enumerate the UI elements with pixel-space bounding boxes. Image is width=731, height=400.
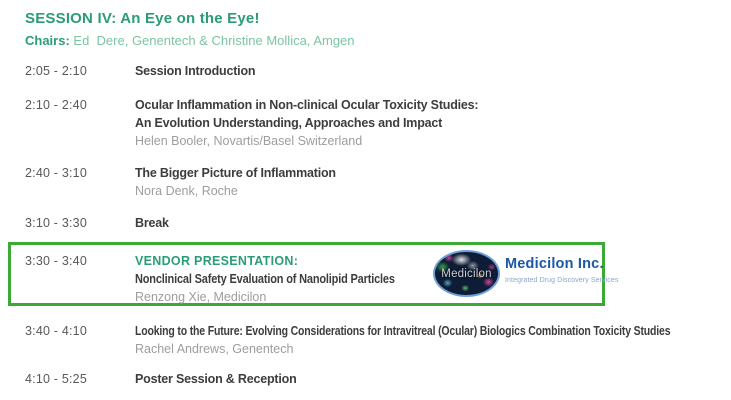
- session-title: SESSION IV: An Eye on the Eye!: [25, 10, 260, 27]
- talk-subtitle: An Evolution Understanding, Approaches and Impact: [135, 116, 443, 130]
- time-slot: 3:10 - 3:30: [25, 216, 87, 230]
- speaker-name: Renzong Xie, Medicilon: [135, 290, 267, 304]
- chairs-line: [25, 33, 355, 48]
- medicilon-logo-text: Medicilon: [441, 267, 492, 280]
- talk-content: [135, 164, 336, 200]
- talk-content: [135, 62, 255, 80]
- medicilon-logo: [433, 250, 500, 297]
- time-slot: 4:10 - 5:25: [25, 372, 87, 386]
- chairs-names: Ed Dere, Genentech & Christine Mollica, Amgen: [73, 33, 355, 48]
- talk-content: [135, 214, 169, 232]
- talk-title: Ocular Inflammation in Non-clinical Ocular Toxicity Studies:: [135, 98, 479, 112]
- speaker-name: Nora Denk, Roche: [135, 184, 238, 198]
- talk-content: [135, 322, 731, 358]
- vendor-company-tagline: Integrated Drug Discovery Services: [505, 277, 619, 284]
- talk-content: [135, 370, 297, 388]
- time-slot: 2:40 - 3:10: [25, 166, 87, 180]
- time-slot: 3:30 - 3:40: [25, 254, 87, 268]
- talk-title: Session Introduction: [135, 64, 256, 78]
- chairs-label: Chairs:: [25, 33, 70, 48]
- time-slot: 2:05 - 2:10: [25, 64, 87, 78]
- talk-title: Poster Session & Reception: [135, 372, 297, 386]
- vendor-presentation-label: VENDOR PRESENTATION:: [135, 254, 299, 268]
- talk-title: Nonclinical Safety Evaluation of Nanolipid Particles: [135, 272, 395, 286]
- talk-content: [135, 96, 478, 150]
- talk-title: Looking to the Future: Evolving Considerations for Intravitreal (Ocular) Biologics Combination Toxicity Studies: [135, 324, 671, 338]
- talk-content: [135, 252, 430, 306]
- time-slot: 2:10 - 2:40: [25, 98, 87, 112]
- speaker-name: Helen Booler, Novartis/Basel Switzerland: [135, 134, 363, 148]
- time-slot: 3:40 - 4:10: [25, 324, 87, 338]
- talk-title: The Bigger Picture of Inflammation: [135, 166, 336, 180]
- break-label: Break: [135, 216, 169, 230]
- speaker-name: Rachel Andrews, Genentech: [135, 342, 294, 356]
- vendor-company-name: Medicilon Inc.: [505, 256, 604, 272]
